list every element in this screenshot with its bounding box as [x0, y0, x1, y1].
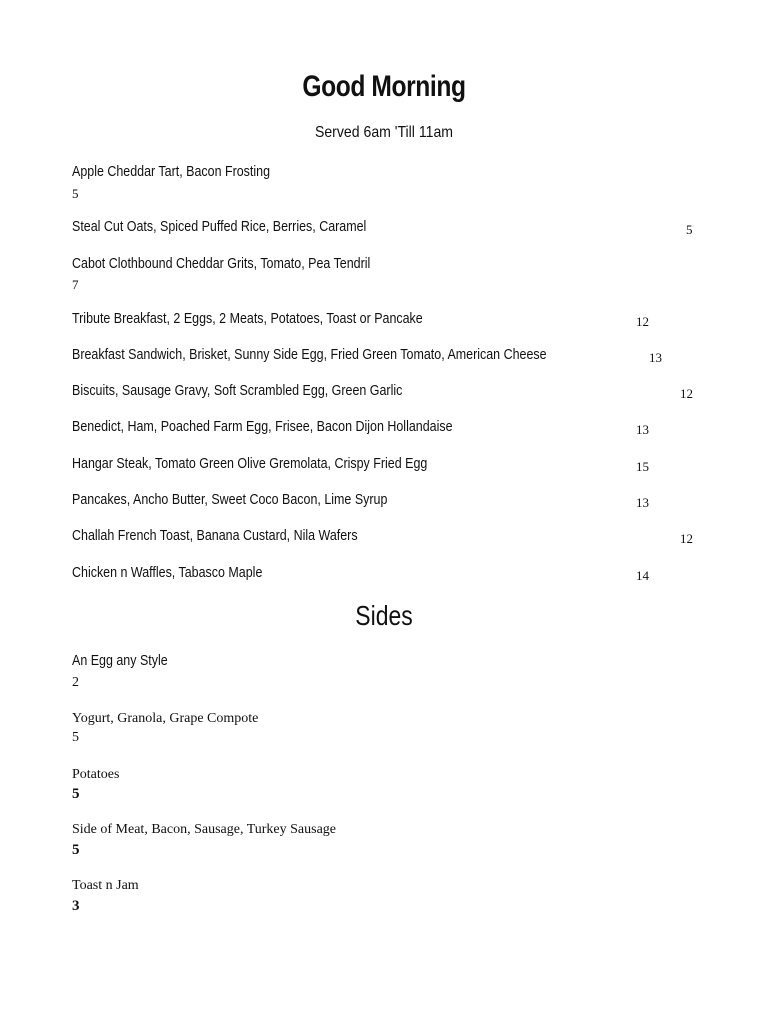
- menu-item: [72, 219, 414, 235]
- menu-item-price: 13: [636, 495, 649, 510]
- menu-item-name: Benedict, Ham, Poached Farm Egg, Frisee, Bacon Dijon Hollandaise: [72, 419, 453, 435]
- menu-item: [72, 528, 404, 544]
- menu-item: [72, 419, 514, 435]
- side-item-price: 5: [72, 730, 79, 745]
- menu-item-price: 12: [680, 531, 693, 546]
- side-item-price: 3: [72, 898, 80, 914]
- menu-item: [72, 311, 480, 327]
- menu-item-name: Pancakes, Ancho Butter, Sweet Coco Bacon, Lime Syrup: [72, 492, 388, 508]
- side-item-price: 5: [72, 786, 80, 802]
- menu-item-price: 13: [636, 422, 649, 437]
- menu-item: [72, 456, 485, 472]
- menu-item: [72, 565, 293, 581]
- menu-item-name: Steal Cut Oats, Spiced Puffed Rice, Berries, Caramel: [72, 219, 367, 235]
- menu-item: [72, 347, 624, 363]
- menu-item: [72, 492, 439, 508]
- sides-heading: Sides: [355, 600, 413, 631]
- menu-item: [72, 256, 419, 272]
- side-item-name: Toast n Jam: [72, 878, 139, 893]
- menu-item-name: Hangar Steak, Tomato Green Olive Gremolata, Crispy Fried Egg: [72, 456, 428, 472]
- menu-item: [72, 164, 302, 180]
- menu-item-name: Breakfast Sandwich, Brisket, Sunny Side Egg, Fried Green Tomato, American Cheese: [72, 347, 547, 363]
- menu-item-price: 12: [636, 314, 649, 329]
- menu-item-price: 7: [72, 277, 79, 292]
- menu-item-price: 14: [636, 568, 649, 583]
- side-item-name: [72, 653, 183, 669]
- menu-item-name: Biscuits, Sausage Gravy, Soft Scrambled Egg, Green Garlic: [72, 383, 403, 399]
- side-item-label: An Egg any Style: [72, 653, 168, 669]
- menu-item-price: 12: [680, 386, 693, 401]
- page-title: Good Morning: [302, 70, 466, 103]
- menu-item-name: Cabot Clothbound Cheddar Grits, Tomato, Pea Tendril: [72, 256, 371, 272]
- page-subtitle: Served 6am 'Till 11am: [314, 124, 454, 141]
- menu-item-name: Chicken n Waffles, Tabasco Maple: [72, 565, 263, 581]
- menu-item-price: 15: [636, 459, 649, 474]
- side-item-name: Potatoes: [72, 767, 120, 782]
- side-item-price: 2: [72, 675, 79, 690]
- menu-item-name: Apple Cheddar Tart, Bacon Frosting: [72, 164, 271, 180]
- menu-item-name: Tribute Breakfast, 2 Eggs, 2 Meats, Potatoes, Toast or Pancake: [72, 311, 423, 327]
- menu-item-price: 5: [72, 186, 79, 201]
- menu-item: [72, 383, 456, 399]
- menu-item-price: 5: [686, 222, 693, 237]
- menu-item-name: Challah French Toast, Banana Custard, Nila Wafers: [72, 528, 358, 544]
- side-item-name: Yogurt, Granola, Grape Compote: [72, 711, 259, 726]
- menu-item-price: 13: [649, 350, 662, 365]
- side-item-name: Side of Meat, Bacon, Sausage, Turkey Sausage: [72, 822, 337, 837]
- side-item-price: 5: [72, 842, 80, 858]
